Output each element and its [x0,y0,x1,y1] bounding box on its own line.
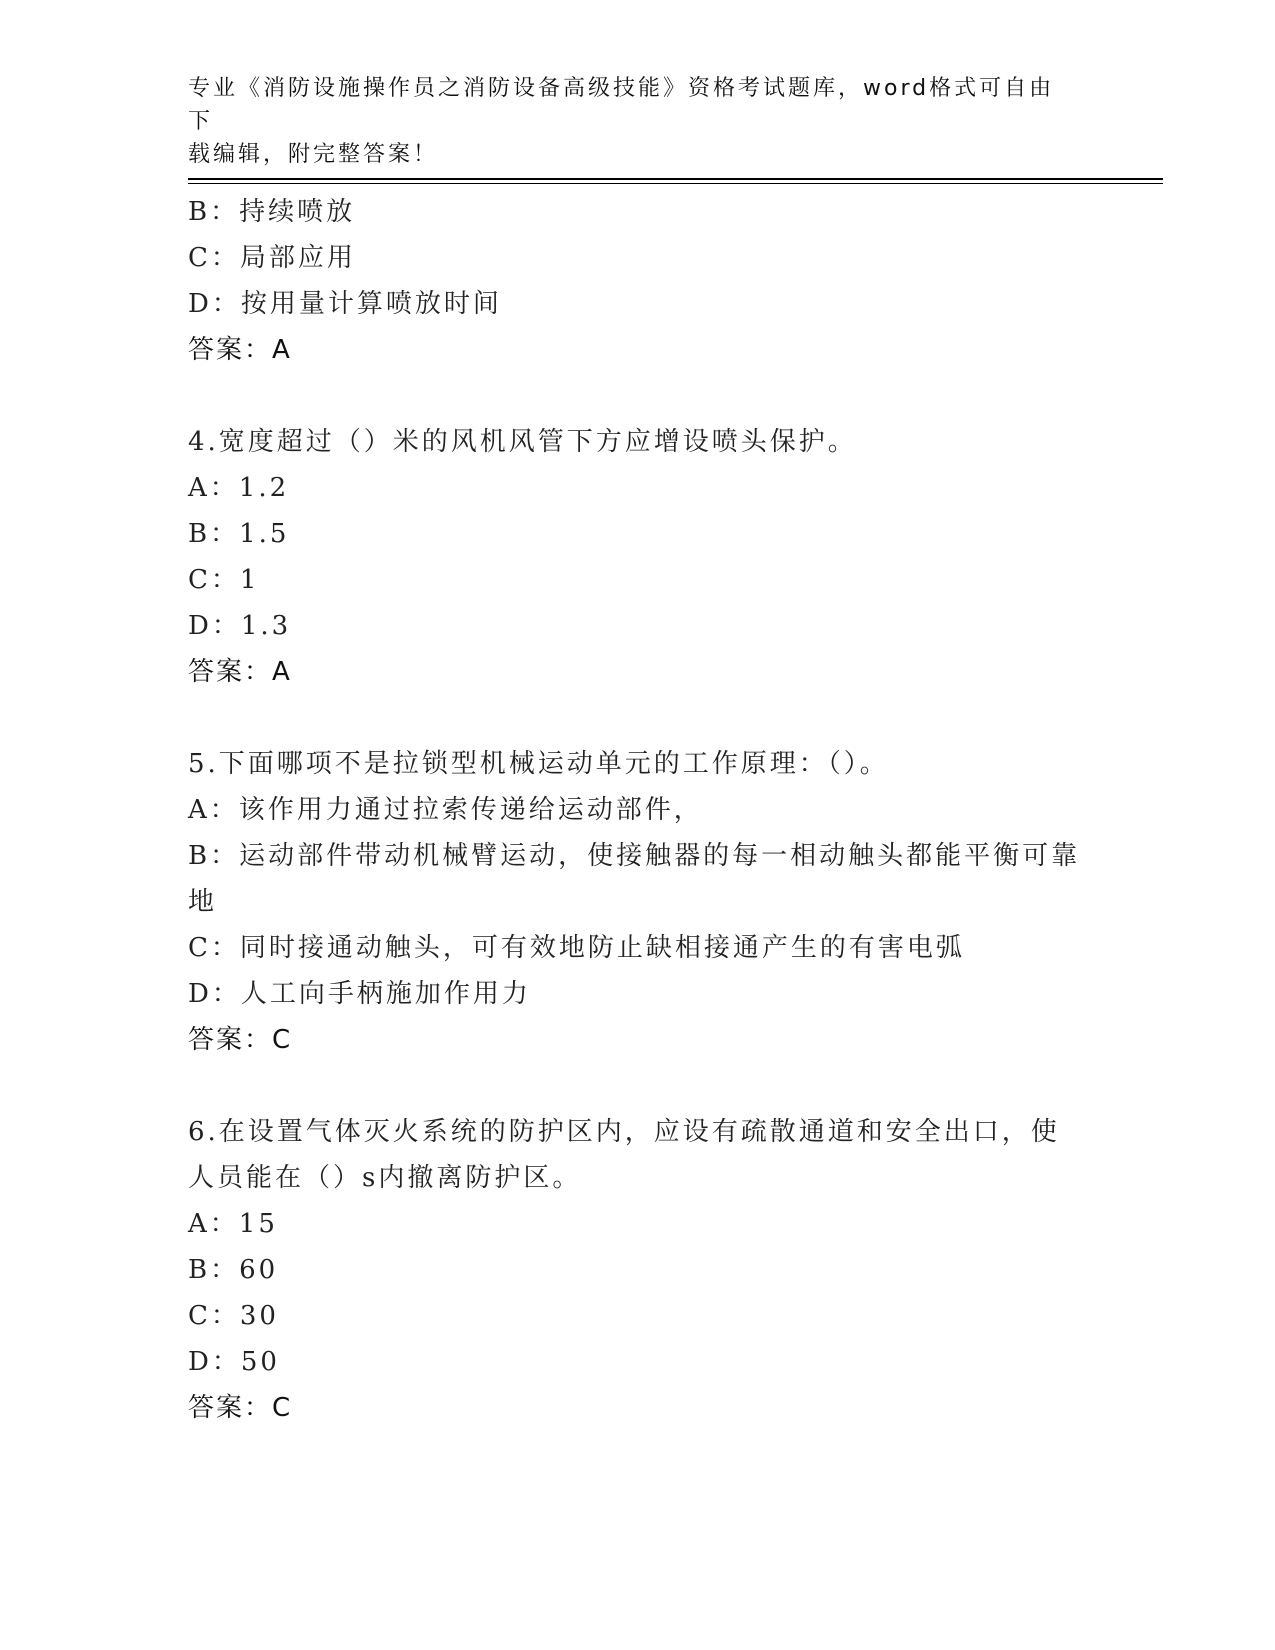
answer: 答案：C [188,1393,293,1423]
header-divider-thin [188,183,1163,184]
option-c: C：同时接通动触头，可有效地防止缺相接通产生的有害电弧 [188,933,965,963]
question-stem: 4.宽度超过（）米的风机风管下方应增设喷头保护。 [188,427,857,457]
question-4 [188,419,1088,695]
question-stem-line-1: 6.在设置气体灭火系统的防护区内，应设有疏散通道和安全出口，使 [188,1117,1060,1147]
header-line-1: 专业《消防设施操作员之消防设备高级技能》资格考试题库，word格式可自由下 [188,76,1055,134]
option-d: D：按用量计算喷放时间 [188,289,502,319]
answer: 答案：A [188,335,292,365]
document-header [188,72,1068,171]
header-divider-thick [188,178,1163,180]
question-3-tail [188,189,1088,373]
option-c: C：局部应用 [188,243,356,273]
option-c: C：30 [188,1301,279,1331]
question-stem: 5.下面哪项不是拉锁型机械运动单元的工作原理：（）。 [188,749,889,779]
option-a: A：15 [188,1209,278,1239]
option-b-continued: 地 [188,887,218,917]
option-b: B：运动部件带动机械臂运动，使接触器的每一相动触头都能平衡可靠 [188,841,1081,871]
option-a: A：1.2 [188,473,290,503]
question-list [188,189,1088,1431]
option-b: B：1.5 [188,519,290,549]
option-d: D：1.3 [188,611,292,641]
option-a: A：该作用力通过拉索传递给运动部件， [188,795,703,825]
option-d: D：50 [188,1347,280,1377]
option-d: D：人工向手柄施加作用力 [188,979,531,1009]
question-5 [188,741,1088,1063]
answer: 答案：A [188,657,292,687]
option-b: B：60 [188,1255,279,1285]
option-c: C：1 [188,565,260,595]
question-6 [188,1109,1088,1431]
question-stem-line-2: 人员能在（）s内撤离防护区。 [188,1163,582,1193]
option-b: B：持续喷放 [188,197,356,227]
answer: 答案：C [188,1025,293,1055]
header-line-2: 载编辑，附完整答案！ [188,142,439,167]
